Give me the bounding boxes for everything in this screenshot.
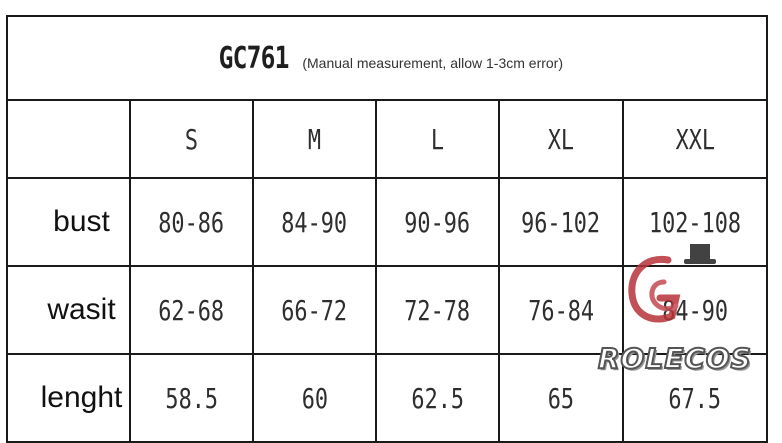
table-row <box>7 178 767 266</box>
value-cell <box>253 266 376 354</box>
table-row <box>7 266 767 354</box>
value-cell <box>130 354 253 442</box>
value-cell <box>376 354 499 442</box>
row-label-cell <box>7 354 130 442</box>
measurement-value: 66-72 <box>281 293 348 327</box>
value-cell <box>130 266 253 354</box>
value-cell <box>376 178 499 266</box>
size-header-cell <box>130 100 253 178</box>
measurement-value: 80-86 <box>158 205 225 239</box>
measurement-note: (Manual measurement, allow 1-3cm error) <box>302 54 563 71</box>
value-cell <box>253 178 376 266</box>
size-header-cell <box>376 100 499 178</box>
value-cell <box>623 178 767 266</box>
measurement-value: 62.5 <box>411 381 464 415</box>
title-cell <box>7 16 767 100</box>
corner-cell <box>7 100 130 178</box>
measurement-value: 67.5 <box>668 381 722 415</box>
measurement-value: 58.5 <box>165 381 218 415</box>
value-cell <box>130 178 253 266</box>
value-cell <box>499 178 623 266</box>
size-label: M <box>307 122 322 156</box>
brand-watermark-text: ROLECOS <box>598 342 752 375</box>
measurement-value: 90-96 <box>404 205 471 239</box>
row-label: lenght <box>40 381 123 414</box>
row-label: bust <box>53 205 110 238</box>
measurement-value: 96-102 <box>521 205 601 239</box>
value-cell <box>253 354 376 442</box>
measurement-value: 65 <box>547 381 575 415</box>
measurement-value: 62-68 <box>158 293 225 327</box>
measurement-value: 84-90 <box>281 205 348 239</box>
size-label: L <box>430 122 445 156</box>
row-label: wasit <box>47 293 116 326</box>
measurement-value: 76-84 <box>528 293 594 327</box>
measurement-value: 84-90 <box>662 293 728 327</box>
size-chart-table <box>6 15 768 443</box>
size-label: XL <box>547 122 575 156</box>
product-code: GC761 <box>218 40 289 76</box>
size-header-row <box>7 100 767 178</box>
row-label-cell <box>7 178 130 266</box>
value-cell <box>499 354 623 442</box>
size-header-cell <box>253 100 376 178</box>
measurement-value: 102-108 <box>648 205 742 239</box>
value-cell <box>623 266 767 354</box>
value-cell <box>376 266 499 354</box>
title-row <box>7 16 767 100</box>
size-label: S <box>184 122 199 156</box>
table-row <box>7 354 767 442</box>
value-cell <box>623 354 767 442</box>
size-label: XXL <box>675 122 715 156</box>
measurement-value: 72-78 <box>404 293 471 327</box>
size-header-cell <box>623 100 767 178</box>
measurement-value: 60 <box>301 381 328 415</box>
row-label-cell <box>7 266 130 354</box>
size-header-cell <box>499 100 623 178</box>
value-cell <box>499 266 623 354</box>
